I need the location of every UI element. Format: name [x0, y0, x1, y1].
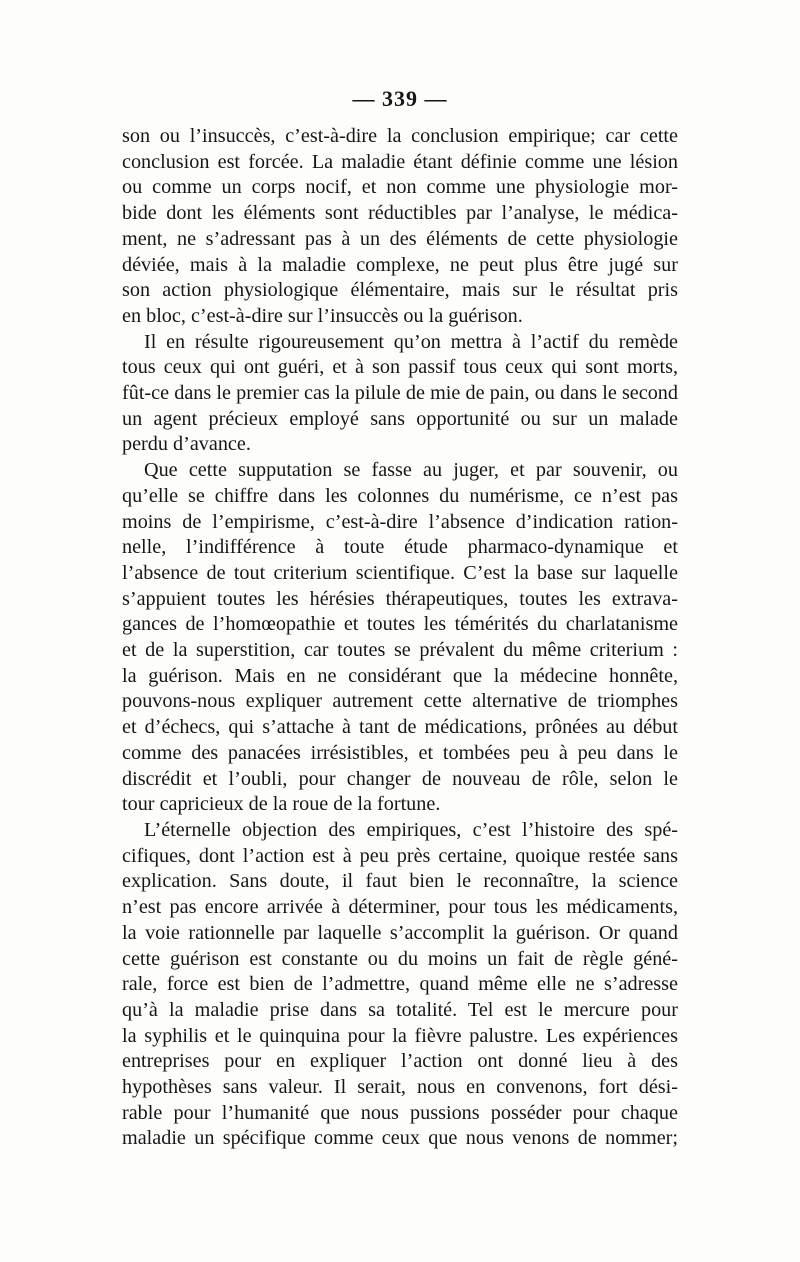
text-line: ment, ne s’adressant pas à un des éléments de cette physiologie [122, 227, 678, 250]
text-line: rale, force est bien de l’admettre, quand même elle ne s’adresse [122, 973, 678, 996]
text-line: l’absence de tout criterium scientifique. C’est la base sur laquelle [122, 561, 678, 584]
text-line: nelle, l’indifférence à toute étude pharmaco-dynamique et [122, 536, 678, 559]
text-line: qu’elle se chiffre dans les colonnes du numérisme, ce n’est pas [122, 484, 678, 507]
text-line: qu’à la maladie prise dans sa totalité. Tel est le mercure pour [122, 998, 678, 1021]
text-line: fût-ce dans le premier cas la pilule de mie de pain, ou dans le second [122, 382, 678, 405]
text-line: Il en résulte rigoureusement qu’on mettra à l’actif du remède [144, 330, 678, 353]
text-line: conclusion est forcée. La maladie étant définie comme une lésion [122, 150, 678, 173]
text-line: la voie rationnelle par laquelle s’accomplit la guérison. Or quand [122, 921, 678, 944]
text-line: la guérison. Mais en ne considérant que la médecine honnête, [122, 664, 678, 687]
text-line: la syphilis et le quinquina pour la fièvre palustre. Les expériences [122, 1024, 678, 1047]
text-line: perdu d’avance. [122, 433, 251, 456]
page-number: — 339 — [352, 86, 448, 111]
text-line: comme des panacées irrésistibles, et tombées peu à peu dans le [122, 741, 678, 764]
text-line: tour capricieux de la roue de la fortune. [122, 793, 441, 816]
text-line: Que cette supputation se fasse au juger, et par souvenir, ou [144, 459, 678, 482]
text-line: et d’échecs, qui s’attache à tant de médications, prônées au début [122, 716, 678, 739]
text-line: tous ceux qui ont guéri, et à son passif tous ceux qui sont morts, [122, 356, 678, 379]
text-line: s’appuient toutes les hérésies thérapeutiques, toutes les extrava- [122, 587, 678, 610]
text-line: entreprises pour en expliquer l’action ont donné lieu à des [122, 1050, 678, 1073]
text-line: et de la superstition, car toutes se prévalent du même criterium : [122, 639, 678, 662]
text-line: déviée, mais à la maladie complexe, ne peut plus être jugé sur [122, 253, 678, 276]
text-line: L’éternelle objection des empiriques, c’est l’histoire des spé- [144, 818, 678, 841]
text-line: cette guérison est constante ou du moins un fait de règle géné- [122, 947, 678, 970]
text-line: cifiques, dont l’action est à peu près certaine, quoique restée sans [122, 844, 678, 867]
text-line: son ou l’insuccès, c’est-à-dire la conclusion empirique; car cette [122, 125, 678, 147]
text-line: ou comme un corps nocif, et non comme une physiologie mor- [122, 176, 678, 199]
text-line: explication. Sans doute, il faut bien le reconnaître, la science [122, 870, 678, 893]
text-line: n’est pas encore arrivée à déterminer, pour tous les médicaments, [122, 896, 678, 919]
text-line: son action physiologique élémentaire, mais sur le résultat pris [122, 279, 678, 302]
body-text [122, 124, 678, 1152]
text-line: pouvons-nous expliquer autrement cette alternative de triomphes [122, 690, 678, 713]
text-line: bide dont les éléments sont réductibles par l’analyse, le médica- [122, 202, 678, 225]
text-line: en bloc, c’est-à-dire sur l’insuccès ou la guérison. [122, 304, 523, 327]
text-line: moins de l’empirisme, c’est-à-dire l’absence d’indication ration- [122, 510, 678, 533]
text-line: maladie un spécifique comme ceux que nous venons de nommer; [122, 1127, 678, 1150]
text-line: un agent précieux employé sans opportunité ou sur un malade [122, 407, 678, 430]
text-line: hypothèses sans valeur. Il serait, nous en convenons, fort dési- [122, 1076, 678, 1099]
text-line: discrédit et l’oubli, pour changer de nouveau de rôle, selon le [122, 767, 678, 790]
text-line: gances de l’homœopathie et toutes les témérités du charlatanisme [122, 613, 678, 636]
text-line: rable pour l’humanité que nous pussions posséder pour chaque [122, 1101, 678, 1124]
